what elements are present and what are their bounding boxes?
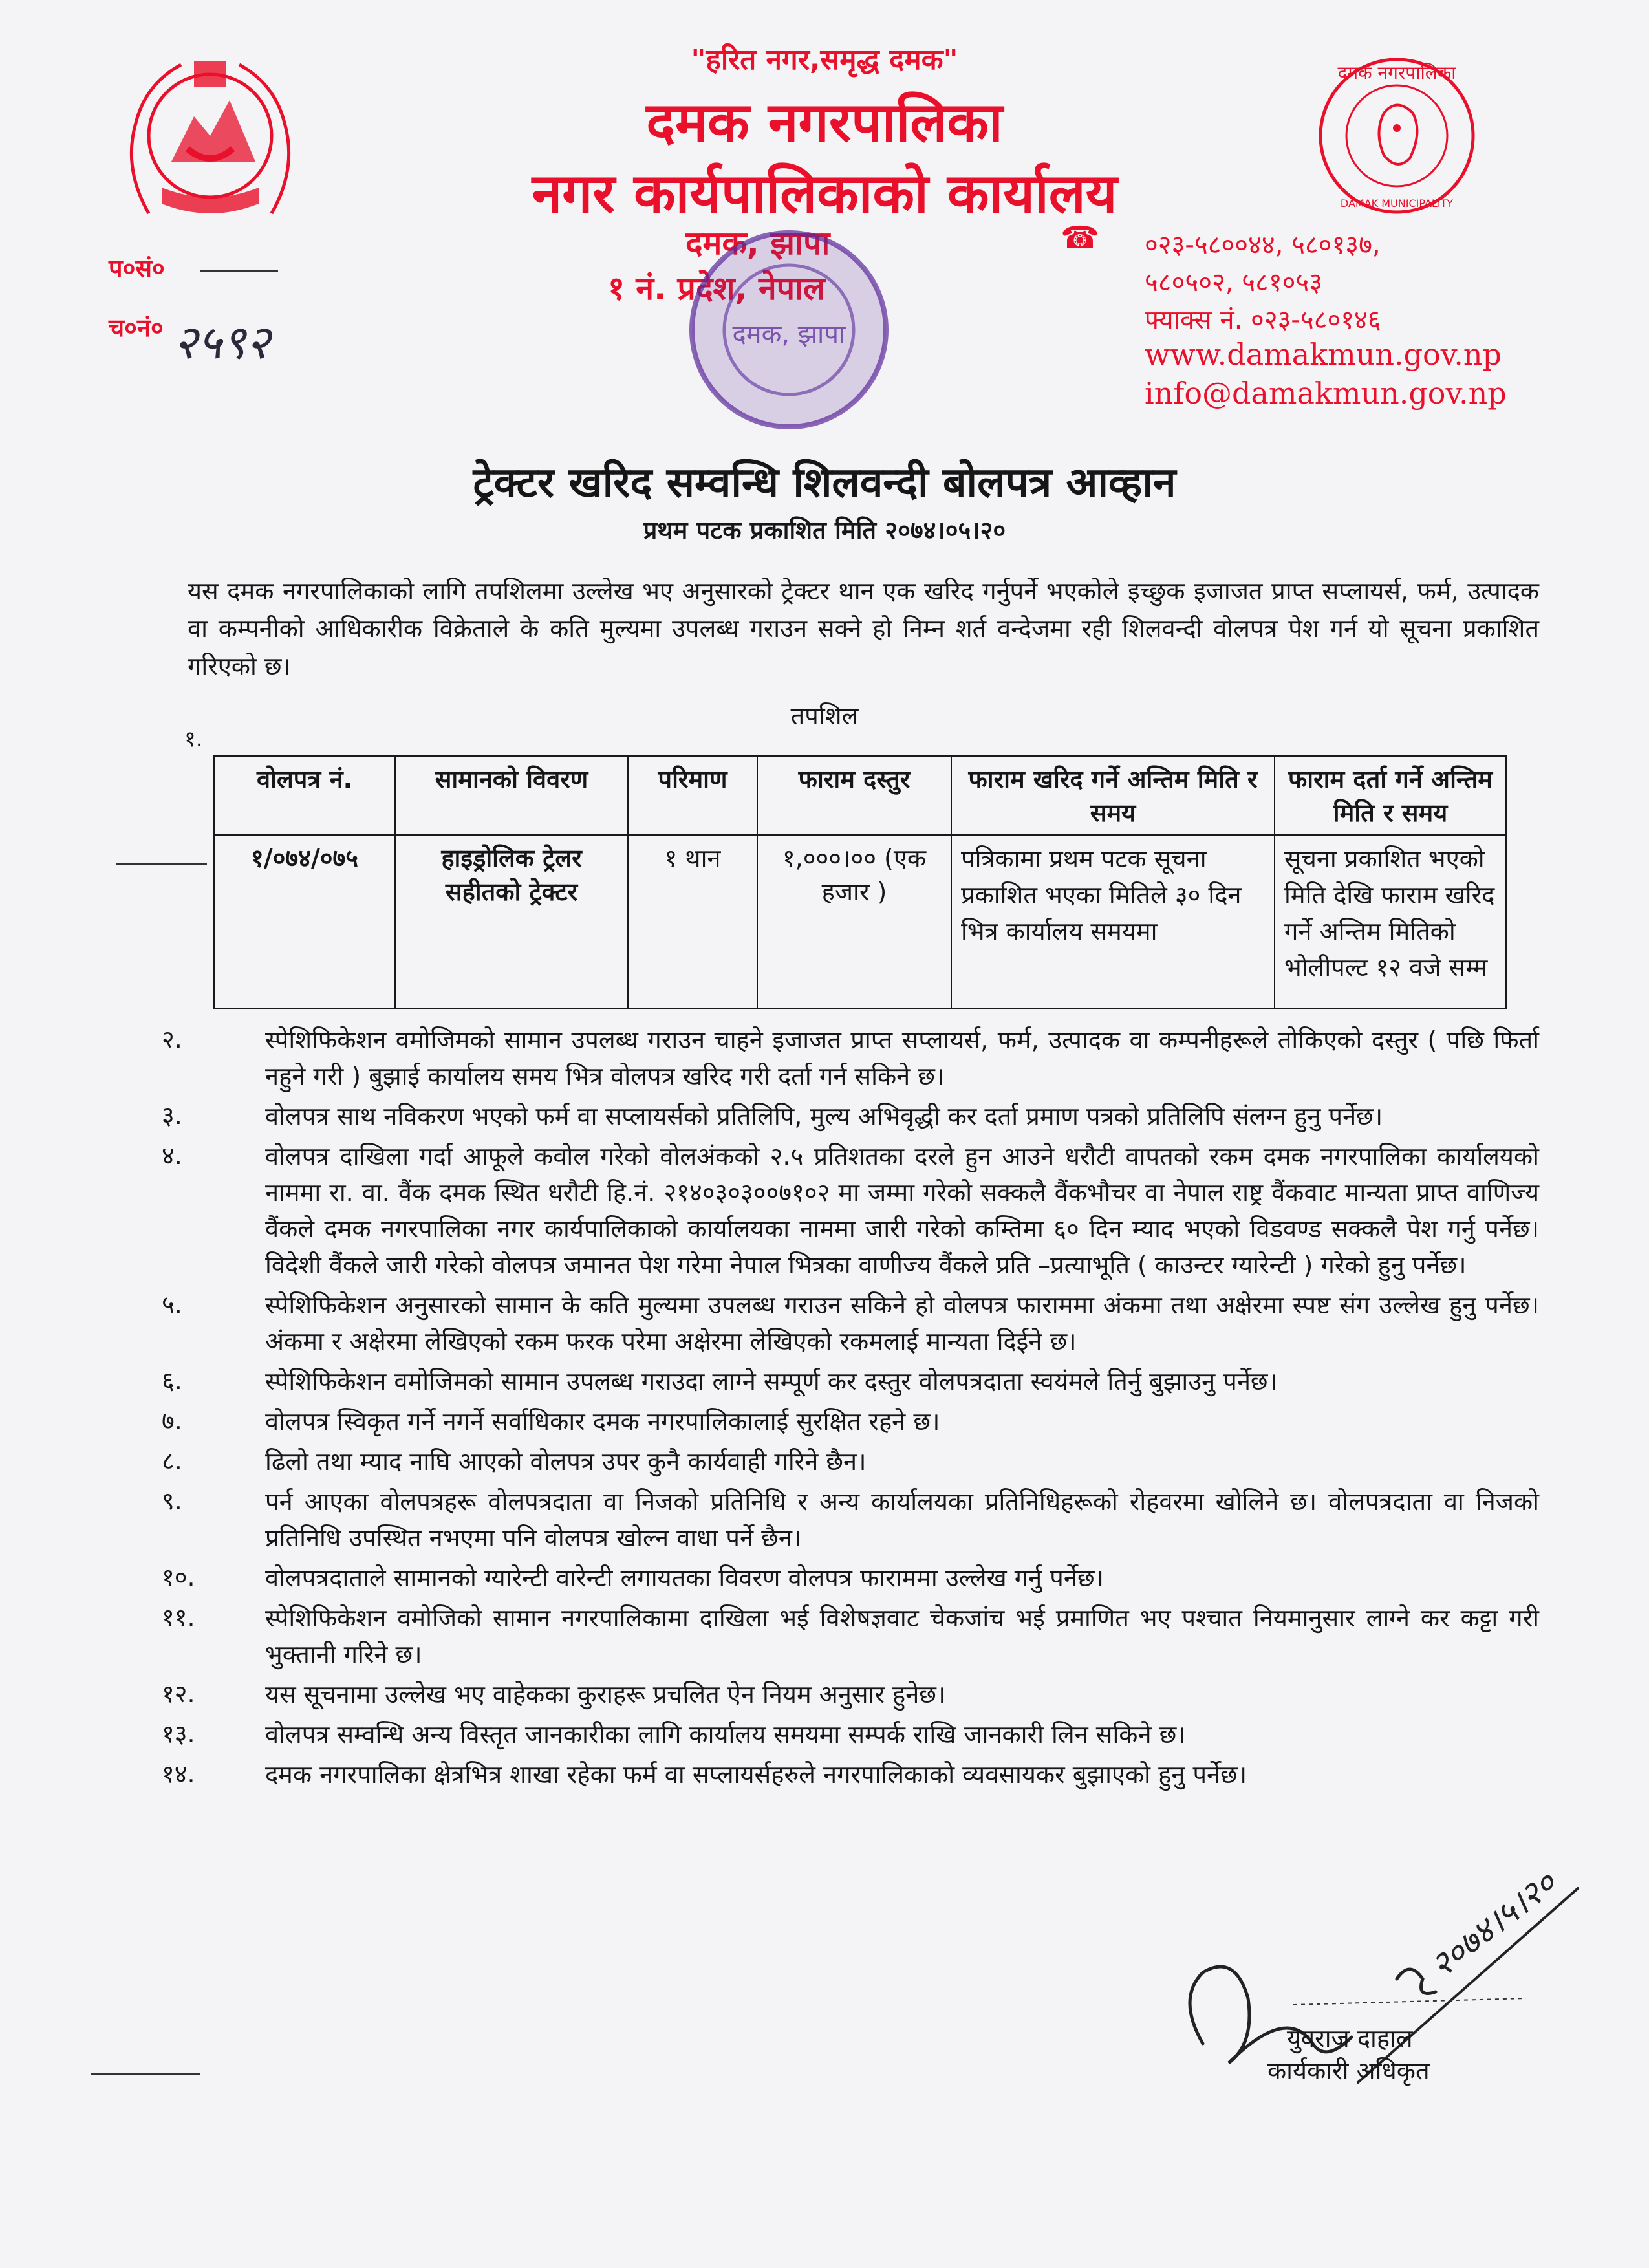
condition-text: पर्न आएका वोलपत्रहरू वोलपत्रदाता वा निजको प्रतिनिधि र अन्य कार्यालयका प्रतिनिधिहरूको रोहवरमा खोलिने छ। वोलपत्रदाता वा निजको प्रतिनिधि उपस्थित नभएमा पनि वोलपत्र खोल्न वाधा पर्ने छैन। — [265, 1487, 1539, 1552]
fax-number: फ्याक्स नं. ०२३-५८०१४६ — [1145, 305, 1381, 335]
slogan: "हरित नगर,समृद्ध दमक" — [691, 43, 958, 76]
phone-line-1: ०२३-५८००४४, ५८०१३७, — [1145, 230, 1381, 260]
tender-table — [213, 755, 1507, 1009]
list-item — [162, 1484, 1539, 1556]
patra-line — [200, 270, 278, 272]
list-item — [162, 1600, 1539, 1672]
list-item — [162, 1443, 1539, 1480]
schedule-label: तपशिल — [790, 702, 859, 730]
seal-text-en: DAMAK MUNICIPALITY — [1340, 197, 1454, 210]
condition-text: ढिलो तथा म्याद नाघि आएको वोलपत्र उपर कुनै कार्यवाही गरिने छैन। — [265, 1447, 867, 1476]
condition-text: वोलपत्र सम्वन्धि अन्य विस्तृत जानकारीका लागि कार्यालय समयमा सम्पर्क राखि जानकारी लिन सकिने छ। — [265, 1720, 1186, 1749]
phone-line-2: ५८०५०२, ५८१०५३ — [1145, 268, 1323, 297]
chalani-label: च०नं० — [109, 314, 164, 342]
condition-text: स्पेशिफिकेशन वमोजिको सामान नगरपालिकामा दाखिला भई विशेषज्ञवाट चेकजांच भई प्रमाणित भए पश्चात नियमानुसार लाग्ने कर कट्टा गरी भुक्तानी गरिने छ। — [265, 1604, 1539, 1669]
condition-number: ११. — [162, 1603, 195, 1632]
table-cell: १ थान — [628, 835, 757, 1008]
notice-intro: यस दमक नगरपालिकाको लागि तपशिलमा उल्लेख भए अनुसारको ट्रेक्टर थान एक खरिद गर्नुपर्ने भएकोले इच्छुक इजाजत प्राप्त सप्लायर्स, फर्म, उत्पादक वा कम्पनीको आधिकारीक विक्रेताले के कति मुल्यमा उपलब्ध गराउन सक्ने हो निम्न शर्त वन्देजमा रही शिलवन्दी वोलपत्र पेश गर्न यो सूचना प्रकाशित गरिएको छ। — [188, 577, 1539, 680]
table-row — [214, 835, 1506, 1008]
table-cell: १,०००।०० (एक हजार ) — [757, 835, 951, 1008]
web-block — [1145, 335, 1507, 413]
condition-number: १२. — [162, 1679, 195, 1708]
seal-text: दमक नगरपालिका — [1337, 62, 1456, 83]
office-title: नगर कार्यपालिकाको कार्यालय — [532, 162, 1117, 225]
signatory-name: युवराज दाहाल — [1287, 2024, 1413, 2053]
item-number: १. — [184, 726, 203, 752]
margin-mark — [91, 2073, 200, 2075]
list-item — [162, 1756, 1539, 1793]
col-header: सामानको विवरण — [395, 756, 628, 835]
condition-text: वोलपत्र स्विकृत गर्ने नगर्ने सर्वाधिकार दमक नगरपालिकालाई सुरक्षित रहने छ। — [265, 1407, 940, 1436]
condition-number: ७. — [162, 1407, 182, 1435]
condition-text: वोलपत्रदाताले सामानको ग्यारेन्टी वारेन्टी लगायतका विवरण वोलपत्र फाराममा उल्लेख गर्नु पर्नेछ। — [265, 1564, 1105, 1592]
condition-number: १४. — [162, 1760, 195, 1788]
condition-text: स्पेशिफिकेशन वमोजिमको सामान उपलब्ध गराउन चाहने इजाजत प्राप्त सप्लायर्स, फर्म, उत्पादक वा कम्पनीहरूले तोकिएको दस्तुर ( पछि फिर्ता नहुने गरी ) बुझाई कार्यालय समय भित्र वोलपत्र खरिद गरी दर्ता गर्न सकिने छ। — [265, 1026, 1539, 1090]
condition-number: १३. — [162, 1720, 195, 1748]
list-item — [162, 1676, 1539, 1712]
col-header: परिमाण — [628, 756, 757, 835]
condition-number: ४. — [162, 1141, 182, 1170]
email-link[interactable]: info@damakmun.gov.np — [1145, 376, 1507, 411]
list-item — [162, 1363, 1539, 1399]
signatory-title: कार्यकारी अधिकृत — [1267, 2057, 1430, 2085]
condition-number: ३. — [162, 1101, 182, 1130]
condition-text: स्पेशिफिकेशन वमोजिमको सामान उपलब्ध गराउदा लाग्ने सम्पूर्ण कर दस्तुर वोलपत्रदाता स्वयंमले तिर्नु बुझाउनु पर्नेछ। — [265, 1367, 1277, 1396]
list-item — [162, 1138, 1539, 1283]
handwritten-date: २०७४।५।२० — [1423, 1864, 1564, 1986]
condition-number: ८. — [162, 1447, 182, 1475]
condition-text: यस सूचनामा उल्लेख भए वाहेकका कुराहरू प्रचलित ऐन नियम अनुसार हुनेछ। — [265, 1680, 946, 1709]
col-header: फाराम दस्तुर — [757, 756, 951, 835]
table-cell: हाइड्रोलिक ट्रेलर सहीतको ट्रेक्टर — [395, 835, 628, 1008]
col-header: फाराम खरिद गर्ने अन्तिम मिति र समय — [951, 756, 1275, 835]
condition-number: ६. — [162, 1366, 182, 1395]
condition-text: दमक नगरपालिका क्षेत्रभित्र शाखा रहेका फर्म वा सप्लायर्सहरुले नगरपालिकाको व्यवसायकर बुझाएको हुनु पर्नेछ। — [265, 1760, 1247, 1789]
address-line-1: दमक, झापा — [685, 224, 830, 262]
condition-number: १०. — [162, 1563, 195, 1592]
contact-block — [1145, 226, 1381, 339]
table-cell: पत्रिकामा प्रथम पटक सूचना प्रकाशित भएका मितिले ३० दिन भित्र कार्यालय समयमा — [951, 835, 1275, 1008]
list-item — [162, 1022, 1539, 1094]
list-item — [162, 1403, 1539, 1440]
condition-text: वोलपत्र साथ नविकरण भएको फर्म वा सप्लायर्सको प्रतिलिपि, मुल्य अभिवृद्धी कर दर्ता प्रमाण पत्रको प्रतिलिपि संलग्न हुनु पर्नेछ। — [265, 1102, 1383, 1130]
conditions-list — [162, 1022, 1539, 1800]
stamp-text: दमक, झापा — [732, 319, 846, 349]
condition-number: ५. — [162, 1290, 182, 1319]
patra-label: प०सं० — [109, 254, 165, 283]
condition-text: वोलपत्र दाखिला गर्दा आफूले कवोल गरेको वोलअंकको २.५ प्रतिशतका दरले हुन आउने धरौटी वापतको रकम दमक नगरपालिका कार्यालयको नाममा रा. वा. वैंक दमक स्थित धरौटी हि.नं. २१४०३०३००७१०२ मा जम्मा गरेको सक्कलै वैंकभौचर वा नेपाल राष्ट्र वैंकवाट मान्यता प्राप्त वाणिज्य वैंकले दमक नगरपालिका नगर कार्यपालिकाको कार्यालयका नाममा जारी गरेको कम्तिमा ६० दिन म्याद भएको विडवण्ड सक्कलै पेश गर्नु पर्नेछ। विदेशी वैंकले जारी गरेको वोलपत्र जमानत पेश गरेमा नेपाल भित्रका वाणीज्य वैंकले प्रति –प्रत्याभूति ( काउन्टर ग्यारेन्टी ) गरेको हुनु पर्नेछ। — [265, 1142, 1539, 1279]
municipality-title: दमक नगरपालिका — [646, 91, 1003, 154]
table-cell: सूचना प्रकाशित भएको मिति देखि फाराम खरिद गर्ने अन्तिम मितिको भोलीपल्ट १२ वजे सम्म — [1275, 835, 1506, 1008]
condition-text: स्पेशिफिकेशन अनुसारको सामान के कति मुल्यमा उपलब्ध गराउन सकिने हो वोलपत्र फाराममा अंकमा तथा अक्षेरमा स्पष्ट संग उल्लेख हुनु पर्नेछ। अंकमा र अक्षेरमा लेखिएको रकम फरक परेमा अक्षेरमा लेखिएको रकमलाई मान्यता दिईने छ। — [265, 1291, 1539, 1355]
condition-number: ९. — [162, 1487, 182, 1515]
office-stamp-icon — [673, 213, 905, 446]
chalani-number: २५९२ — [173, 315, 270, 369]
list-item — [162, 1716, 1539, 1753]
col-header: वोलपत्र नं. — [214, 756, 395, 835]
table-header-row — [214, 756, 1506, 835]
col-header: फाराम दर्ता गर्ने अन्तिम मिति र समय — [1275, 756, 1506, 835]
condition-number: २. — [162, 1025, 182, 1053]
telephone-icon: ☎ — [1061, 220, 1099, 256]
address-line-2: १ नं. प्रदेश, नेपाल — [608, 270, 825, 307]
notice-heading: ट्रेक्टर खरिद सम्वन्धि शिलवन्दी बोलपत्र आव्हान — [473, 459, 1176, 507]
list-item — [162, 1560, 1539, 1596]
published-date: प्रथम पटक प्रकाशित मिति २०७४।०५।२० — [643, 516, 1006, 545]
list-item — [162, 1098, 1539, 1134]
list-item — [162, 1287, 1539, 1359]
margin-mark — [116, 863, 207, 865]
table-cell: १/०७४/०७५ — [214, 835, 395, 1008]
website-link[interactable]: www.damakmun.gov.np — [1145, 337, 1502, 372]
